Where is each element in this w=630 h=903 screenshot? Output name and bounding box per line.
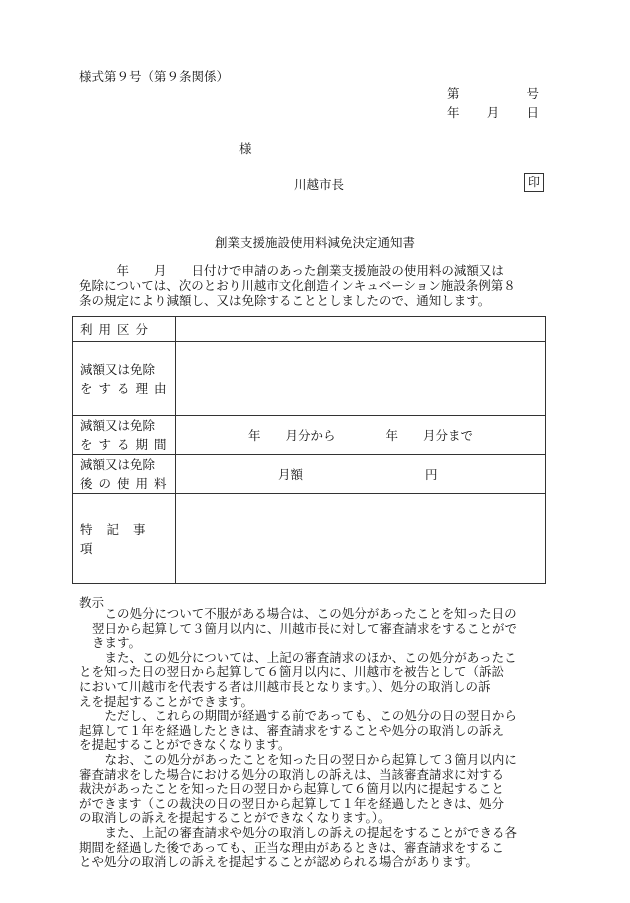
period-value[interactable]: 年 月分から 年 月分まで [176,416,546,455]
instruction-line: において川越市を代表する者は川越市長となります。）、処分の取消しの訴 [79,678,491,694]
instruction-line: 期間を経過した後であっても、正当な理由があるときは、審査請求をするこ [79,839,504,855]
instruction-line: とや処分の取消しの訴えを提起することが認められる場合があります。 [79,854,479,870]
usage-category-value[interactable] [176,317,546,342]
table-row [73,494,546,584]
table-row [73,317,546,342]
addressee: 様 [239,141,252,156]
instruction-line: 起算して１年を経過したときは、審査請求をすることや処分の取消しの訴え [79,722,505,738]
remarks-value[interactable] [176,494,546,584]
intro-line: 免除については、次のとおり川越市文化創造インキュベーション施設条例第８ [79,278,516,293]
table-row [73,455,546,494]
doc-number-prefix: 第 [447,86,460,101]
instruction-line: 翌日から起算して３箇月以内に、川越市長に対して審査請求をすることがで [92,620,518,636]
document-number [447,84,539,102]
fee-after-label: 減額又は免除 後の使用料 [73,455,176,494]
monthly-label: 月額 [278,467,304,482]
reason-value[interactable] [176,342,546,416]
instruction-line: とを知った日の翌日から起算して６箇月以内に、川越市を被告として（訴訟 [79,664,505,680]
instruction-line: この処分について不服がある場合は、この処分があったことを知った日の [92,606,517,621]
date-year: 年 [447,105,460,120]
doc-number-suffix: 号 [526,86,539,101]
instruction-line: 裁決があったことを知った日の翌日から起算して６箇月以内に提起すること [79,781,504,797]
fee-after-value[interactable] [176,455,546,494]
instruction-line: 審査請求をした場合における処分の取消しの訴えは、当該審査請求に対する [79,766,505,782]
instruction-line: また、この処分については、上記の審査請求のほか、この処分があったこ [92,649,517,665]
yen-unit: 円 [425,467,438,482]
instruction-line: また、上記の審査請求や処分の取消しの訴えの提起をすることができる各 [92,824,518,840]
document-date [447,103,539,121]
period-label: 減額又は免除 をする期間 [73,416,176,455]
document-title: 創業支援施設使用料減免決定通知書 [214,235,415,250]
instruction-line: なお、この処分があったことを知った日の翌日から起算して３箇月以内に [92,751,517,767]
table-row [73,416,546,455]
instruction-line: きます。 [92,635,142,651]
reason-label: 減額又は免除 をする理由 [73,342,176,416]
instruction-line: の取消しの訴えを提起することができなくなります。）。 [79,810,391,826]
intro-line: 年 月 日付けで申請のあった創業支援施設の使用料の減額又は [79,263,504,278]
instruction-body [79,607,559,870]
instruction-heading: 教示 [79,595,105,610]
seal-mark: 印 [524,173,544,192]
instruction-line: えを提起することができます。 [79,693,254,709]
usage-category-label: 利用区分 [73,317,176,342]
intro-line: 条の規定により減額し、又は免除することとしましたので、通知します。 [79,293,491,308]
intro-paragraph [79,263,549,308]
date-month: 月 [486,105,500,120]
instruction-line: ができます（この裁決の日の翌日から起算して１年を経過したときは、処分 [79,795,505,811]
instruction-line: ただし、これらの期間が経過する前であっても、この処分の日の翌日から [92,708,517,724]
instruction-line: を提起することができなくなります。 [79,737,291,753]
details-table [72,316,546,584]
sender-name: 川越市長 [294,177,345,192]
date-day: 日 [526,105,539,120]
table-row [73,342,546,416]
form-number: 様式第９号（第９条関係） [79,69,230,84]
remarks-label: 特記事項 [73,494,176,584]
